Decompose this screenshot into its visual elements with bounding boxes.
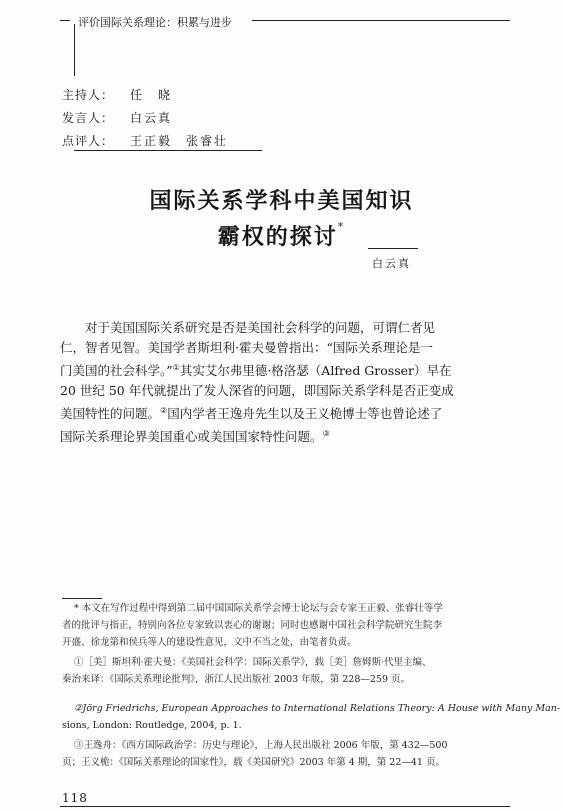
header-rule-left	[60, 20, 70, 21]
footnote-ref[interactable]: ②	[160, 406, 168, 416]
body-line	[60, 381, 510, 401]
body-text: 国际关系理论界美国重心或美国国家特性问题。	[60, 429, 323, 445]
body-line	[60, 358, 510, 381]
body-text: 国内学者王逸舟先生以及王义桅博士等也曾论述了	[167, 406, 443, 422]
participant-name: 白云真	[130, 111, 173, 125]
footnote-star	[62, 600, 510, 651]
body-text: 20 世纪 50 年代就提出了发人深省的问题，即国际关系学科是否正变成	[60, 383, 454, 399]
page-number: 118	[62, 791, 88, 805]
participants	[62, 84, 228, 153]
footnote-line: ③王逸舟：《西方国际政治学：历史与理论》，上海人民出版社 2006 年版，第 432—500	[74, 740, 448, 751]
footnote-line: ①［美］斯坦利·霍夫曼：《美国社会科学：国际关系学》，载［美］詹姆斯·代里主编、	[74, 657, 432, 668]
body-line	[60, 424, 510, 447]
participant-label: 发言人：	[62, 111, 115, 125]
participant-label: 点评人：	[62, 134, 115, 148]
participants-rule	[74, 150, 262, 151]
page-bottom-rule	[60, 806, 510, 807]
footnote-line: 者的批评与指正，特别向各位专家致以衷心的谢谢；同时也感谢中国社会科学院研究生院李	[62, 620, 443, 631]
participant-label: 主持人：	[62, 88, 115, 102]
body-paragraph	[60, 318, 510, 447]
footnote-line: 秦治来译：《国际关系理论批判》，浙江人民出版社 2003 年版，第 228—259 页。	[62, 674, 411, 685]
participant-name: 王正毅 张睿壮	[130, 134, 229, 148]
footnote-line: 页；王义桅：《国际关系理论的国家性》，载《美国研究》2003 年第 4 期，第 22—41 页。	[62, 757, 445, 768]
footnote-3	[62, 737, 510, 771]
body-text: 美国特性的问题。	[60, 406, 161, 422]
article-title-line1: 国际关系学科中美国知识	[149, 189, 414, 214]
footnote-line: sions, London: Routledge, 2004, p. 1.	[62, 720, 242, 731]
footnote-1	[62, 654, 510, 688]
body-text: 其实艾尔弗里德·格洛瑟（Alfred Grosser）早在	[179, 363, 452, 379]
participant-speaker	[62, 107, 228, 130]
footnote-ref[interactable]: ③	[322, 429, 330, 439]
article-title-line2	[0, 220, 563, 251]
footnote-rule	[62, 598, 102, 599]
footnote-line: 开盛、徐龙第和侯兵等人的建设性意见，文中不当之处，由笔者负责。	[62, 637, 357, 648]
footnote-2	[62, 700, 561, 734]
title-footnote-mark: *	[337, 220, 346, 233]
participant-host	[62, 84, 228, 107]
body-line	[60, 318, 510, 338]
participant-name: 任 晓	[130, 88, 173, 102]
body-text: 仁，智者见智。美国学者斯坦利·霍夫曼曾指出：“国际关系理论是一	[60, 340, 433, 355]
footnote-line: * 本文在写作过程中得到第二届中国国际关系学会博士论坛与会专家王正毅、张睿壮等学	[74, 603, 443, 614]
author-name: 白云真	[372, 257, 411, 270]
article-title-text: 霸权的探讨	[217, 225, 338, 250]
body-text: 对于美国国际关系研究是否是美国社会科学的问题，可谓仁者见	[85, 320, 436, 335]
body-line	[60, 401, 510, 424]
footnote-ref[interactable]: ①	[172, 363, 180, 372]
header-vertical-rule	[74, 24, 75, 76]
footnote-line: ②Jörg Friedrichs, European Approaches to International Relations Theory: A House with Many Man-	[74, 703, 561, 714]
body-line	[60, 338, 510, 358]
running-header: 评价国际关系理论：积累与进步	[78, 16, 232, 29]
header-rule-right	[252, 20, 510, 21]
body-text: 门美国的社会科学。”	[60, 363, 173, 379]
author-rule	[368, 248, 418, 249]
